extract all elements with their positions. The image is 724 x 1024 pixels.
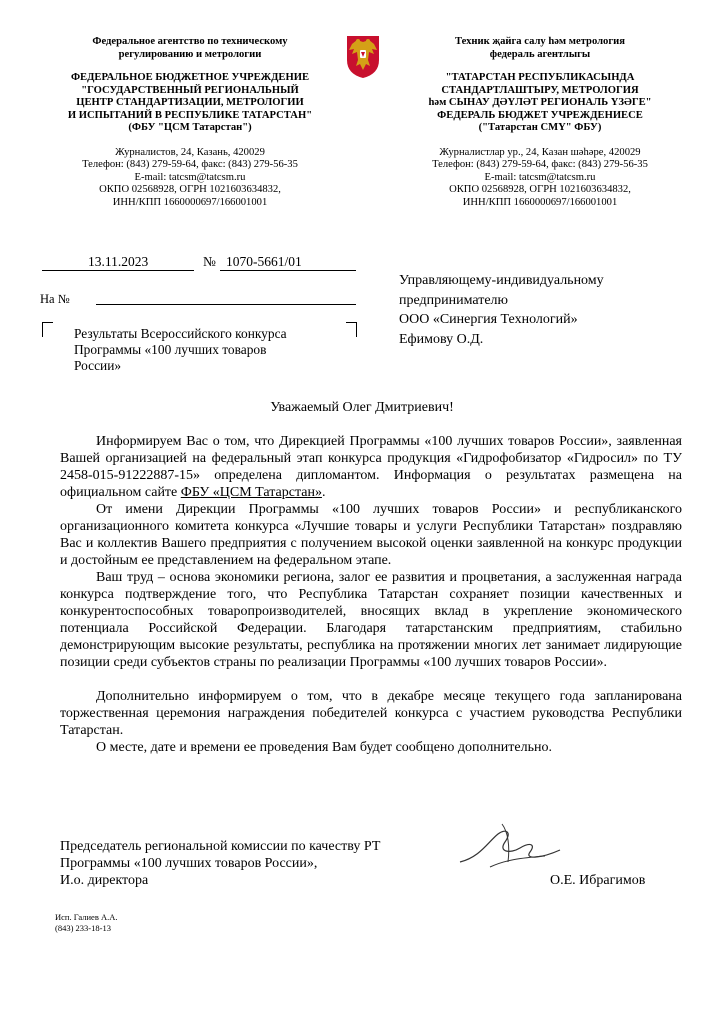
signature-block: [60, 838, 480, 889]
recipient-block: [399, 271, 699, 349]
paragraph-work: Ваш труд – основа экономики региона, залог ее развития и процветания, а заслуженная награда конкурса подтверждение того, что Республика Татарстан сохраняет позиции качественных и конкурентоспособных товаропроизводителей, вносящих вклад в укрепление экономического потенциала Российской Федерации. Благодаря татарстанским предприятиям, стабильно демонстрирующим высокие результаты, республика на протяжении многих лет занимает лидирующие позиции среди субъектов страны по реализации Программы «100 лучших товаров России».: [60, 570, 682, 670]
contact-line: E-mail: tatcsm@tatcsm.ru: [484, 171, 596, 183]
site-link[interactable]: ФБУ «ЦСМ Татарстан»: [180, 485, 322, 500]
letter-subject: [74, 326, 344, 374]
org-line: ЦЕНТР СТАНДАРТИЗАЦИИ, МЕТРОЛОГИИ: [76, 97, 304, 108]
org-name-ru: [40, 72, 340, 135]
contact-line: Телефон: (843) 279-59-64, факс: (843) 279-56-35: [82, 159, 298, 170]
org-line: һәм СЫНАУ ДӘҮЛӘТ РЕГИОНАЛЬ ҮЗӘГЕ": [428, 97, 652, 108]
contacts-tt: [385, 147, 695, 210]
org-line: (ФБУ "ЦСМ Татарстан"): [128, 122, 252, 133]
org-line: СТАНДАРТЛАШТЫРУ, МЕТРОЛОГИЯ: [441, 84, 639, 96]
executor-name: Исп. Галиев А.А.: [55, 912, 118, 922]
signature-line: Председатель региональной комиссии по качеству РТ: [60, 839, 381, 854]
subject-bracket-right: [346, 322, 357, 337]
recipient-line: Ефимову О.Д.: [399, 331, 484, 347]
executor-phone: (843) 233-18-13: [55, 922, 111, 933]
salutation: Уважаемый Олег Дмитриевич!: [270, 400, 454, 415]
subject-bracket-left: [42, 322, 53, 337]
reference-underline: [96, 304, 356, 305]
org-line: "ГОСУДАРСТВЕННЫЙ РЕГИОНАЛЬНЫЙ: [81, 84, 299, 96]
paragraph-details: О месте, дате и времени ее проведения Вам будет сообщено дополнительно.: [96, 740, 552, 755]
signatory-name: О.Е. Ибрагимов: [550, 873, 646, 888]
org-line: И ИСПЫТАНИЙ В РЕСПУБЛИКЕ ТАТАРСТАН": [67, 109, 313, 121]
signature-line: Программы «100 лучших товаров России»,: [60, 856, 318, 871]
paragraph-ceremony: Дополнительно информируем о том, что в декабре месяце текущего года запланирована торжественная церемония награждения победителей конкурса с участием руководства Республики Татарстан.: [60, 689, 682, 738]
org-line: ("Татарстан СМҮ" ФБУ): [478, 122, 602, 133]
recipient-line: предпринимателю: [399, 292, 509, 308]
contact-line: ИНН/КПП 1660000697/166001001: [112, 196, 268, 208]
executor-block: [55, 912, 118, 933]
number-underline: [220, 270, 356, 271]
contact-line: Журналистов, 24, Казань, 420029: [115, 146, 265, 158]
contact-line: Журналистлар ур., 24, Казан шәһәре, 420029: [439, 146, 641, 158]
paragraph-results: Информируем Вас о том, что Дирекцией Программы «100 лучших товаров России», заявленная Вашей организацией на федеральный этап конкурса продукция «Гидрофобизатор «Гидросил» по ТУ 2458-015-91222887-15» определена дипломантом. Информация о результатах размещена на официальном сайте ФБУ «ЦСМ Татарстан».: [60, 434, 682, 500]
contact-line: ОКПО 02568928, ОГРН 1021603634832,: [449, 184, 631, 195]
reference-label: На №: [40, 292, 70, 306]
outgoing-number: 1070-5661/01: [226, 254, 302, 269]
contact-line: ИНН/КПП 1660000697/166001001: [462, 196, 618, 208]
outgoing-date: 13.11.2023: [88, 254, 149, 269]
subject-line: России»: [74, 358, 122, 373]
contact-line: E-mail: tatcsm@tatcsm.ru: [134, 171, 246, 183]
contact-line: Телефон: (843) 279-59-64, факс: (843) 279-56-35: [432, 159, 648, 170]
org-line: ФЕДЕРАЛЬНОЕ БЮДЖЕТНОЕ УЧРЕЖДЕНИЕ: [70, 72, 310, 83]
contact-line: ОКПО 02568928, ОГРН 1021603634832,: [99, 184, 281, 195]
letter-body: [60, 433, 682, 756]
subject-line: Результаты Всероссийского конкурса: [74, 326, 287, 341]
number-sign: №: [203, 254, 216, 269]
recipient-line: ООО «Синергия Технологий»: [399, 312, 578, 327]
contacts-ru: [40, 147, 340, 210]
header-right: [385, 36, 695, 209]
coat-of-arms-icon: [345, 34, 381, 80]
signature-line: И.о. директора: [60, 873, 149, 888]
org-line: "ТАТАРСТАН РЕСПУБЛИКАСЫНДА: [445, 72, 635, 83]
header-left: [40, 36, 340, 209]
paragraph-congratulations: От имени Дирекции Программы «100 лучших товаров России» и республиканского организационного комитета конкурса «Лучшие товары и услуги Республики Татарстан» поздравляю Вас и коллектив Вашего предприятия с получением высокой оценки заявленной на конкурс продукции и достойным ее представлением на федеральном этапе.: [60, 502, 682, 568]
date-underline: [42, 270, 194, 271]
subject-line: Программы «100 лучших товаров: [74, 342, 267, 357]
org-line: ФЕДЕРАЛЬ БЮДЖЕТ УЧРЕЖДЕНИЕСЕ: [437, 109, 643, 121]
agency-name-tt: Техник җайга салу һәм метрология федераль агентлыгы: [454, 36, 625, 60]
agency-name-ru: Федеральное агентство по техническому регулированию и метрологии: [92, 36, 288, 60]
org-name-tt: [385, 72, 695, 135]
recipient-line: Управляющему-индивидуальному: [399, 273, 604, 288]
